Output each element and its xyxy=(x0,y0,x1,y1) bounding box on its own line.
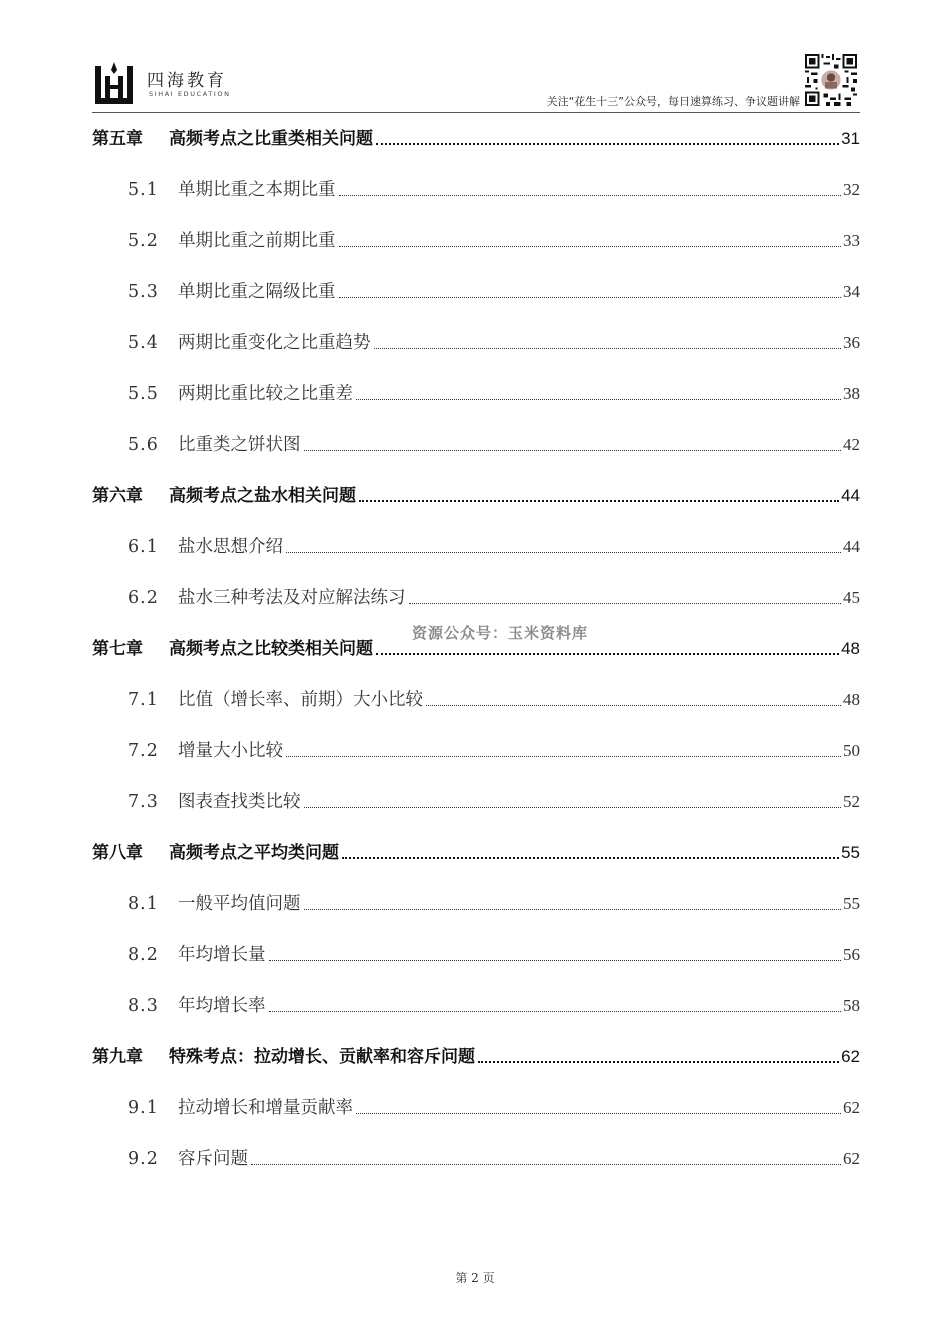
toc-entry-number: 5.4 xyxy=(128,333,159,353)
toc-dot-leader xyxy=(286,552,841,553)
toc-entry-title: 增量大小比较 xyxy=(178,741,283,761)
toc-entry-number: 6.1 xyxy=(128,537,159,557)
toc-entry-number: 6.2 xyxy=(128,588,159,608)
toc-entry-number: 7.1 xyxy=(128,690,159,710)
toc-dot-leader xyxy=(342,857,839,859)
toc-dot-leader xyxy=(286,756,841,757)
toc-entry-page: 31 xyxy=(841,129,860,148)
toc-entry-page: 58 xyxy=(843,996,860,1015)
toc-section-row[interactable] xyxy=(128,738,860,762)
toc-dot-leader xyxy=(304,450,842,451)
toc-section-row[interactable] xyxy=(128,534,860,558)
toc-entry-title: 高频考点之平均类问题 xyxy=(169,843,339,863)
toc-section-row[interactable] xyxy=(128,585,860,609)
toc-entry-title: 两期比重比较之比重差 xyxy=(178,384,353,404)
toc-entry-title: 高频考点之比较类相关问题 xyxy=(169,639,373,659)
toc-entry-title: 盐水思想介绍 xyxy=(178,537,283,557)
toc-entry-number: 第九章 xyxy=(92,1047,143,1067)
toc-entry-number: 7.3 xyxy=(128,792,159,812)
qr-code-icon xyxy=(805,54,857,106)
toc-entry-title: 拉动增长和增量贡献率 xyxy=(178,1098,353,1118)
toc-dot-leader xyxy=(359,500,839,502)
toc-entry-page: 55 xyxy=(841,843,860,862)
toc-dot-leader xyxy=(356,399,841,400)
toc-dot-leader xyxy=(376,653,839,655)
toc-entry-number: 9.2 xyxy=(128,1149,159,1169)
toc-entry-number: 5.3 xyxy=(128,282,159,302)
toc-entry-page: 32 xyxy=(843,180,860,199)
toc-entry-page: 62 xyxy=(843,1098,860,1117)
toc-section-row[interactable] xyxy=(128,381,860,405)
toc-dot-leader xyxy=(339,246,842,247)
toc-entry-title: 容斥问题 xyxy=(178,1149,248,1169)
toc-entry-page: 42 xyxy=(843,435,860,454)
toc-section-row[interactable] xyxy=(128,279,860,303)
page-number: 第 2 页 xyxy=(455,1271,495,1285)
toc-entry-page: 56 xyxy=(843,945,860,964)
toc-entry-page: 52 xyxy=(843,792,860,811)
toc-entry-title: 比值（增长率、前期）大小比较 xyxy=(178,690,423,710)
toc-entry-page: 44 xyxy=(841,486,860,505)
toc-entry-page: 62 xyxy=(841,1047,860,1066)
toc-section-row[interactable] xyxy=(128,789,860,813)
toc-entry-number: 第七章 xyxy=(92,639,143,659)
toc-dot-leader xyxy=(426,705,841,706)
toc-entry-number: 5.5 xyxy=(128,384,159,404)
toc-chapter-row[interactable] xyxy=(92,840,860,864)
toc-entry-page: 55 xyxy=(843,894,860,913)
toc-entry-title: 单期比重之本期比重 xyxy=(178,180,336,200)
toc-section-row[interactable] xyxy=(128,1146,860,1170)
toc-dot-leader xyxy=(339,195,842,196)
toc-entry-title: 一般平均值问题 xyxy=(178,894,301,914)
page-header xyxy=(0,0,950,115)
toc-chapter-row[interactable] xyxy=(92,483,860,507)
toc-section-row[interactable] xyxy=(128,993,860,1017)
toc-entry-page: 62 xyxy=(843,1149,860,1168)
toc-entry-title: 比重类之饼状图 xyxy=(178,435,301,455)
toc-entry-number: 9.1 xyxy=(128,1098,159,1118)
toc-entry-page: 45 xyxy=(843,588,860,607)
toc-entry-page: 50 xyxy=(843,741,860,760)
toc-entry-number: 第八章 xyxy=(92,843,143,863)
toc-section-row[interactable] xyxy=(128,228,860,252)
toc-entry-number: 第六章 xyxy=(92,486,143,506)
toc-entry-number: 8.3 xyxy=(128,996,159,1016)
toc-entry-number: 7.2 xyxy=(128,741,159,761)
toc-section-row[interactable] xyxy=(128,1095,860,1119)
toc-chapter-row[interactable] xyxy=(92,126,860,150)
toc-entry-title: 两期比重变化之比重趋势 xyxy=(178,333,371,353)
brand-name-en: SIHAI EDUCATION xyxy=(149,90,231,98)
toc-entry-page: 48 xyxy=(843,690,860,709)
toc-entry-number: 5.6 xyxy=(128,435,159,455)
toc-entry-title: 年均增长率 xyxy=(178,996,266,1016)
toc-dot-leader xyxy=(376,143,839,145)
toc-entry-title: 年均增长量 xyxy=(178,945,266,965)
toc-dot-leader xyxy=(269,960,842,961)
toc-dot-leader xyxy=(478,1061,839,1063)
toc-section-row[interactable] xyxy=(128,891,860,915)
toc-entry-title: 特殊考点：拉动增长、贡献率和容斥问题 xyxy=(169,1047,475,1067)
brand-name: 四海教育 xyxy=(147,71,227,91)
toc-entry-title: 盐水三种考法及对应解法练习 xyxy=(178,588,406,608)
toc-dot-leader xyxy=(269,1011,842,1012)
watermark-text: 资源公众号：玉米资料库 xyxy=(412,624,589,642)
toc-dot-leader xyxy=(339,297,842,298)
toc-section-row[interactable] xyxy=(128,942,860,966)
toc-entry-number: 8.1 xyxy=(128,894,159,914)
toc-chapter-row[interactable] xyxy=(92,1044,860,1068)
toc-entry-number: 8.2 xyxy=(128,945,159,965)
toc-entry-number: 第五章 xyxy=(92,129,143,149)
toc-entry-title: 高频考点之盐水相关问题 xyxy=(169,486,356,506)
brand-logo-icon xyxy=(93,60,137,106)
toc-dot-leader xyxy=(304,909,842,910)
toc-section-row[interactable] xyxy=(128,687,860,711)
toc-entry-title: 图表查找类比较 xyxy=(178,792,301,812)
toc-entry-page: 33 xyxy=(843,231,860,250)
brand-logo xyxy=(93,60,231,110)
toc-entry-page: 34 xyxy=(843,282,860,301)
toc-entry-page: 44 xyxy=(843,537,860,556)
toc-entry-page: 38 xyxy=(843,384,860,403)
toc-dot-leader xyxy=(304,807,842,808)
toc-dot-leader xyxy=(374,348,842,349)
toc-entry-title: 单期比重之隔级比重 xyxy=(178,282,336,302)
toc-dot-leader xyxy=(251,1164,841,1165)
toc-entry-page: 36 xyxy=(843,333,860,352)
header-slogan: 关注“花生十三”公众号，每日速算练习、争议题讲解 xyxy=(546,95,800,108)
toc-entry-title: 高频考点之比重类相关问题 xyxy=(169,129,373,149)
toc-section-row[interactable] xyxy=(128,330,860,354)
toc-dot-leader xyxy=(409,603,842,604)
toc-section-row[interactable] xyxy=(128,432,860,456)
toc-entry-page: 48 xyxy=(841,639,860,658)
toc-section-row[interactable] xyxy=(128,177,860,201)
header-divider xyxy=(92,112,860,113)
toc-entry-number: 5.2 xyxy=(128,231,159,251)
toc-entry-number: 5.1 xyxy=(128,180,159,200)
toc-dot-leader xyxy=(356,1113,841,1114)
toc-entry-title: 单期比重之前期比重 xyxy=(178,231,336,251)
